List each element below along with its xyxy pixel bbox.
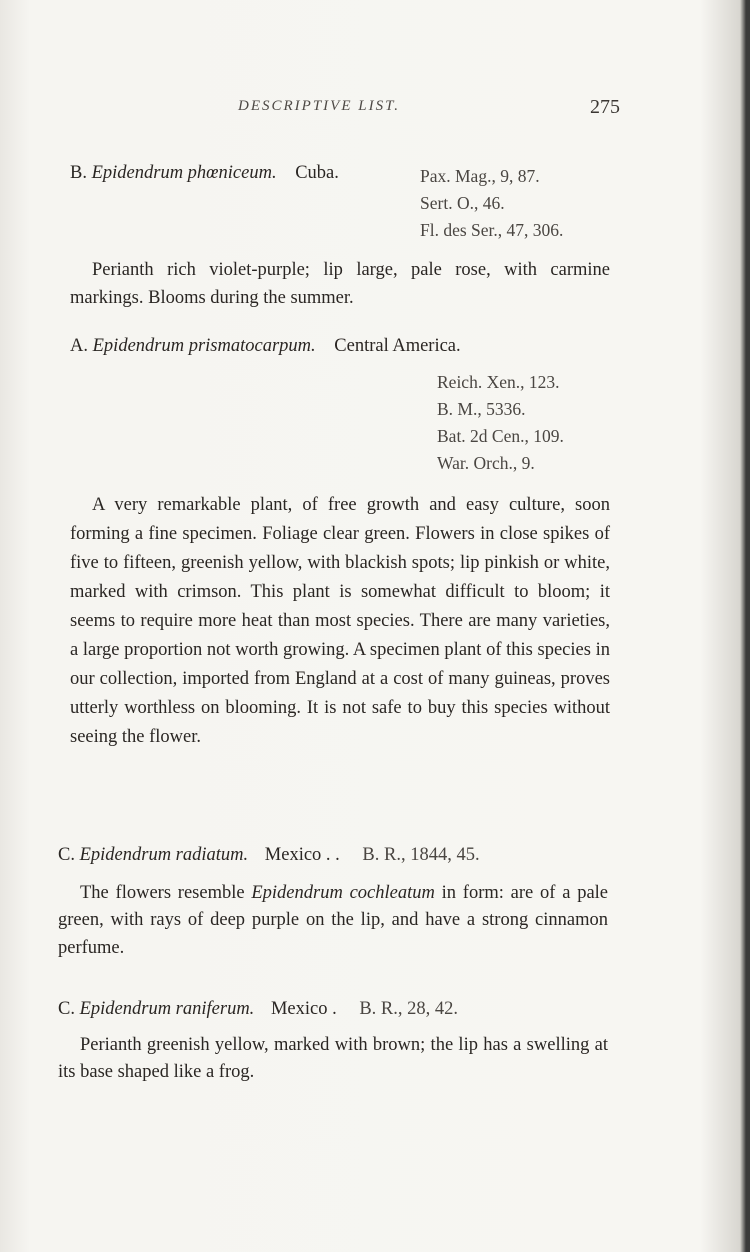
reference-line: Reich. Xen., 123. — [437, 372, 560, 392]
reference-line: Fl. des Ser., 47, 306. — [420, 220, 564, 240]
reference-line: Sert. O., 46. — [420, 193, 505, 213]
entry-locality: Mexico . — [270, 999, 337, 1019]
entry-species-name: Epidendrum radiatum. — [79, 845, 249, 865]
entry-heading — [70, 333, 610, 361]
entry-grade: B. — [70, 163, 87, 183]
entry-locality: Mexico . . — [264, 845, 340, 865]
entry-grade: A. — [70, 336, 88, 356]
entry-locality: Central America. — [334, 336, 461, 356]
description-text: in form: are of a pale green, with rays of deep purple on the lip, and have a strong cinnamon perfume. — [58, 882, 609, 958]
entry-species-name: Epidendrum phœniceum. — [91, 163, 277, 183]
entry-raniferum — [58, 996, 608, 1087]
entry-reference: B. R., 28, 42. — [359, 999, 459, 1019]
reference-line: War. Orch., 9. — [437, 453, 535, 473]
entry-grade: C. — [58, 999, 75, 1019]
entry-description: Perianth greenish yellow, marked with brown; the lip has a swelling at its base shaped like a frog. — [58, 1034, 608, 1082]
entry-prismatocarpum — [70, 333, 610, 361]
entry-species-name: Epidendrum raniferum. — [79, 999, 255, 1019]
entry-description: Perianth rich violet-purple; lip large, pale rose, with carmine markings. Blooms during the summer. — [70, 260, 610, 308]
entry-species-name: Epidendrum prismatocarpum. — [92, 336, 316, 356]
entry-description: A very remarkable plant, of free growth and easy culture, soon forming a fine specimen. Foliage clear green. Flowers in close spikes of five to fifteen, greenish yellow, with blackish spots; lip pinkish or white, marked with crimson. This plant is somewhat difficult to bloom; it seems to require more heat than most species. There are many varieties, a large proportion not worth growing. A specimen plant of this species in our collection, imported from England at a cost of many guineas, proves utterly worthless on blooming. It is not safe to buy this species without seeing the flower. — [70, 495, 610, 747]
description-text: The flowers resemble — [80, 882, 245, 903]
entry-heading — [58, 842, 608, 870]
entry-locality: Cuba. — [295, 163, 339, 183]
entry-references — [437, 369, 564, 477]
reference-line: Pax. Mag., 9, 87. — [420, 166, 540, 186]
reference-line: Bat. 2d Cen., 109. — [437, 426, 564, 446]
description-species: Epidendrum cochleatum — [251, 882, 435, 903]
reference-line: B. M., 5336. — [437, 399, 526, 419]
entry-radiatum — [58, 842, 608, 962]
running-head: DESCRIPTIVE LIST. — [238, 98, 401, 114]
entry-description — [58, 880, 608, 963]
entry-heading — [58, 996, 608, 1024]
page-number: 275 — [590, 96, 620, 118]
entry-references — [420, 163, 563, 244]
entry-grade: C. — [58, 845, 75, 865]
entry-reference: B. R., 1844, 45. — [362, 845, 480, 865]
